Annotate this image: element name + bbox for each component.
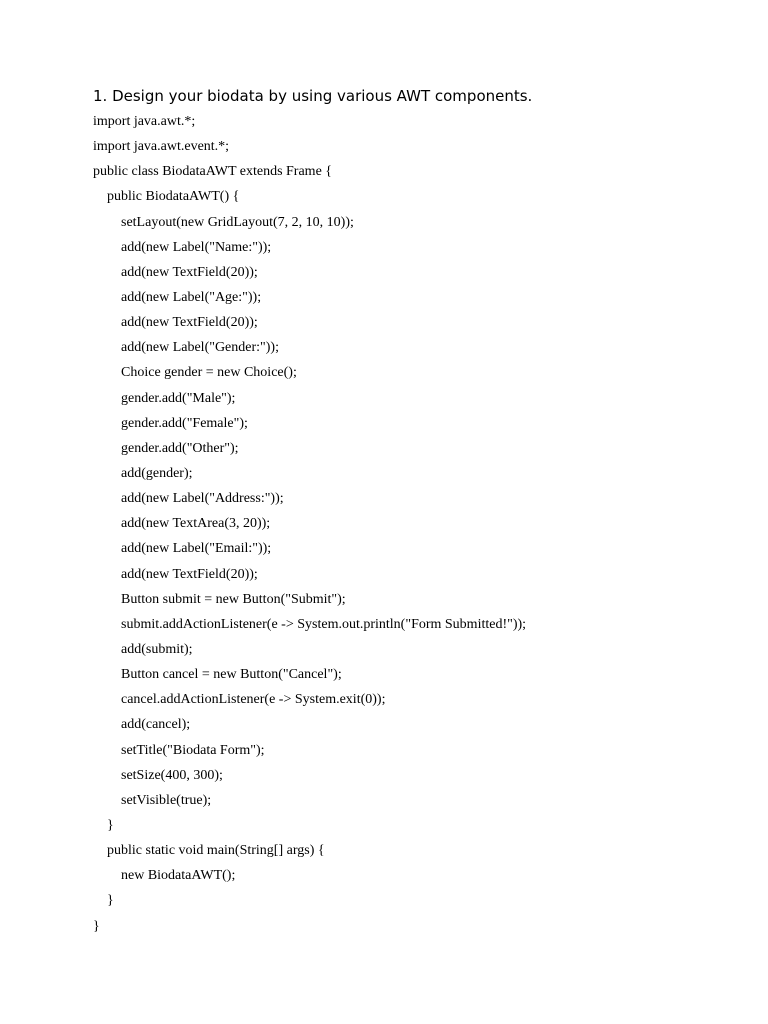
code-line: } <box>107 817 114 833</box>
code-line: gender.add("Female"); <box>121 415 248 431</box>
code-line: gender.add("Male"); <box>121 390 236 406</box>
code-line: setTitle("Biodata Form"); <box>121 742 265 758</box>
code-listing <box>93 111 733 941</box>
code-line: add(new TextField(20)); <box>121 264 258 280</box>
code-line: setLayout(new GridLayout(7, 2, 10, 10)); <box>121 214 354 230</box>
question-heading: 1. Design your biodata by using various AWT components. <box>93 87 533 105</box>
code-line: new BiodataAWT(); <box>121 868 236 884</box>
code-line: gender.add("Other"); <box>121 440 239 456</box>
code-line: } <box>93 918 100 934</box>
code-line: add(new Label("Age:")); <box>121 289 262 305</box>
code-line: add(gender); <box>121 465 193 481</box>
code-line: cancel.addActionListener(e -> System.exit(0)); <box>121 692 386 708</box>
code-line: add(new TextArea(3, 20)); <box>121 516 271 532</box>
code-line: add(new Label("Name:")); <box>121 239 272 255</box>
code-line: setSize(400, 300); <box>121 767 223 783</box>
code-line: Choice gender = new Choice(); <box>121 365 297 381</box>
code-line: add(new Label("Email:")); <box>121 541 272 557</box>
code-line: public static void main(String[] args) { <box>107 843 325 859</box>
code-line: Button cancel = new Button("Cancel"); <box>121 667 342 683</box>
code-line: add(new TextField(20)); <box>121 315 258 331</box>
code-line: add(cancel); <box>121 717 191 733</box>
code-line: add(new Label("Address:")); <box>121 491 284 507</box>
code-line: public class BiodataAWT extends Frame { <box>93 164 333 180</box>
code-line: setVisible(true); <box>121 792 212 808</box>
code-line: Button submit = new Button("Submit"); <box>121 591 346 607</box>
code-line: submit.addActionListener(e -> System.out.println("Form Submitted!")); <box>121 616 527 632</box>
code-line: import java.awt.event.*; <box>93 139 230 155</box>
code-line: } <box>107 893 114 909</box>
code-line: add(submit); <box>121 641 193 657</box>
code-line: public BiodataAWT() { <box>107 189 240 205</box>
code-line: import java.awt.*; <box>93 114 196 129</box>
code-line: add(new TextField(20)); <box>121 566 258 582</box>
code-line: add(new Label("Gender:")); <box>121 340 279 356</box>
